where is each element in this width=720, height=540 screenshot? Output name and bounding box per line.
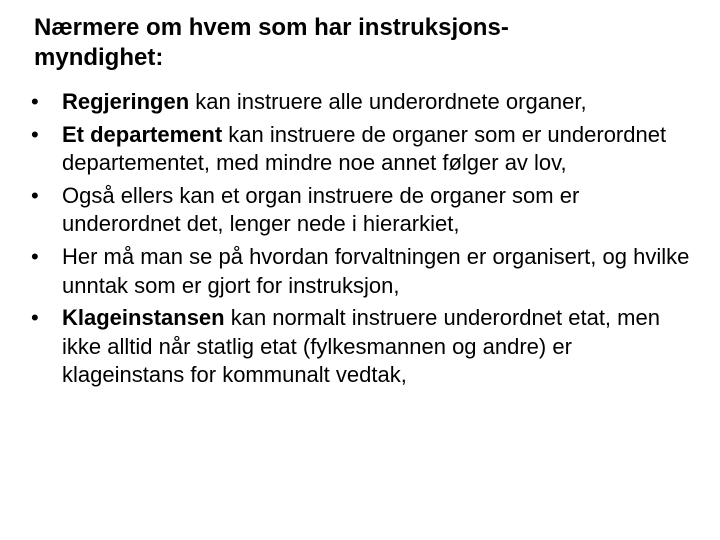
bullet-dot-icon: • (31, 121, 39, 147)
bullet-text: Også ellers kan et organ instruere de organer som er underordnet det, lenger nede i hierarkiet, (62, 182, 580, 237)
bullet-dot-icon: • (31, 89, 39, 114)
slide-title-line: Nærmere om hvem som har instruksjons- (34, 14, 509, 41)
bullet-item (30, 304, 700, 390)
bullet-text: kan normalt instruere underordnet etat, men ikke alltid når statlig etat (fylkesmannen og andre) er klageinstans for kommunalt vedtak, (62, 305, 660, 388)
bullet-item (30, 88, 700, 117)
bullet-lead: Klageinstansen (62, 305, 225, 331)
bullet-dot-icon: • (31, 243, 39, 269)
bullet-lead: Et departement (62, 121, 223, 147)
bullet-dot-icon: • (31, 182, 39, 208)
bullet-item (30, 182, 700, 239)
slide-title (34, 13, 694, 73)
bullet-text: kan instruere alle underordnete organer, (189, 89, 587, 114)
bullet-text: Her må man se på hvordan forvaltningen er organisert, og hvilke unntak som er gjort for instruksjon, (62, 243, 690, 298)
bullet-lead: Regjeringen (62, 89, 190, 114)
bullet-item (30, 243, 700, 300)
bullet-dot-icon: • (31, 305, 39, 331)
bullet-list (30, 88, 700, 394)
bullet-text: kan instruere de organer som er underordnet departementet, med mindre noe annet følger av lov, (62, 121, 667, 176)
bullet-item (30, 121, 700, 178)
slide-title-line: myndighet: (34, 44, 164, 71)
